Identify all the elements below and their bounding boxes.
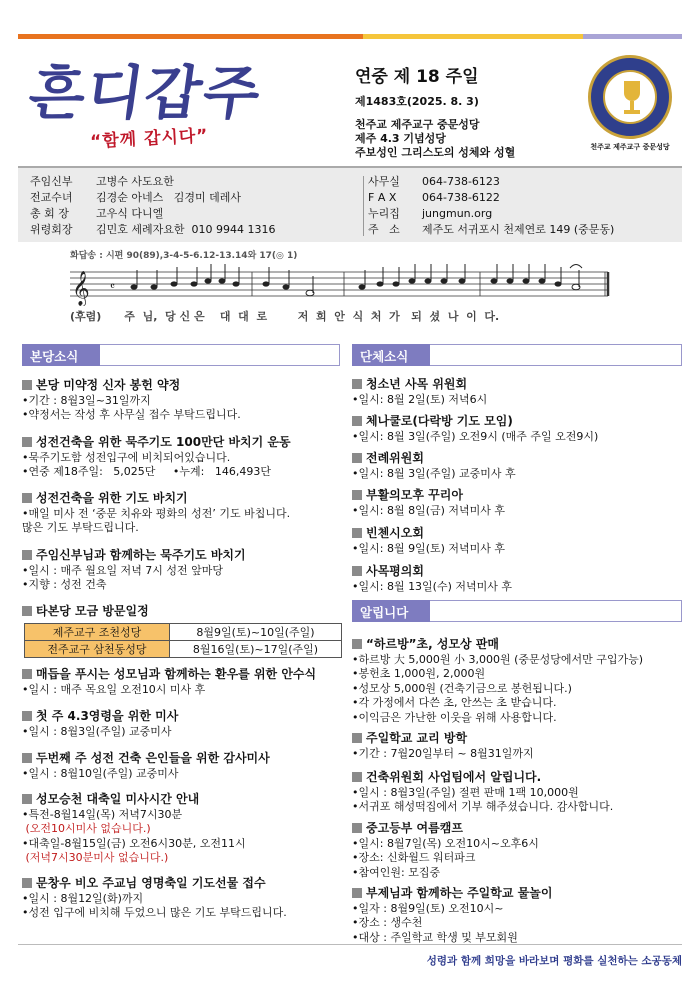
- svg-text:𝄞: 𝄞: [72, 271, 90, 306]
- group-item: 전례위원회 •일시: 8월 3일(주일) 교중미사 후: [352, 451, 516, 480]
- phone-value: 064-738-6123: [422, 175, 500, 188]
- table-row: 제주교구 조천성당 8월9일(토)~10일(주일): [25, 624, 342, 641]
- logo-subtitle: “함께 갑시다”: [89, 125, 209, 153]
- group-item: 부활의모후 꾸리아 •일시: 8월 8일(금) 저녁미사 후: [352, 488, 506, 517]
- staff-contact-box: [18, 166, 682, 242]
- staff-name: 고우식 다니엘: [96, 207, 164, 220]
- contact-label: F A X: [368, 191, 397, 204]
- seal-caption: 천주교 제주교구 중문성당: [590, 143, 670, 151]
- parish-line: 천주교 제주교구 중문성당: [355, 118, 480, 131]
- staff-name: 고병수 사도요한: [96, 175, 174, 188]
- section-parish-news: 본당소식: [22, 344, 100, 366]
- staff-name: 김경순 아네스 김경미 데레사: [96, 191, 241, 204]
- staff-row: 총 회 장: [30, 207, 69, 220]
- section-group-news: 단체소식: [352, 344, 430, 366]
- svg-text:𝄴: 𝄴: [110, 280, 115, 293]
- group-item: 청소년 사목 위원회 •일시: 8월 2일(토) 저녁6시: [352, 377, 488, 406]
- parish-line: 주보성인 그리스도의 성체와 성혈: [355, 146, 516, 159]
- news-item: 두번째 주 성전 건축 은인들을 위한 감사미사 •일시 : 8월10일(주일) 교중미사: [22, 751, 270, 780]
- contact-label: 누리집: [368, 207, 400, 220]
- psalm-caption: 화답송 : 시편 90(89),3-4-5-6.12-13.14와 17(◎ 1): [70, 251, 298, 261]
- news-item: 본당 미약정 신자 봉헌 약정 •기간 : 8월3일~31일까지 •약정서는 작성 후 사무실 접수 부탁드립니다.: [22, 378, 241, 421]
- notice-item: “하르방”초, 성모상 판매 •하르방 大 5,000원 小 3,000원 (중문성당에서만 구입가능) •봉헌초 1,000원, 2,000원 •성모상 5,000원 (건축기금으로 봉헌됩니다.) •각 가정에서 다쓴 초, 안쓰는 초 받습니다. •이익금은 가난한 이웃을 위해 사용합니다.: [352, 637, 644, 724]
- notice-item: 주일학교 교리 방학 •기간 : 7월20일부터 ~ 8월31일까지: [352, 731, 534, 760]
- news-item: 성전건축을 위한 기도 바치기 •매일 미사 전 ‘중문 치유와 평화의 성전’ 기도 바칩니다. 많은 기도 부탁드립니다.: [22, 491, 291, 534]
- group-item: 체나쿨로(다락방 기도 모임) •일시: 8월 3일(주일) 오전9시 (매주 주일 오전9시): [352, 414, 599, 443]
- footer-motto: 성령과 함께 희망을 바라보며 평화를 실천하는 소공동체: [426, 955, 682, 967]
- table-row: 전주교구 삼천동성당 8월16일(토)~17일(주일): [25, 641, 342, 658]
- staff-row: 주임신부: [30, 175, 73, 188]
- section-notices: 알립니다: [352, 600, 430, 622]
- parish-seal-icon: [588, 55, 672, 139]
- visit-schedule-table: [24, 623, 342, 658]
- bulletin-logo: [22, 46, 312, 153]
- group-item: 빈첸시오회 •일시: 8월 9일(토) 저녁미사 후: [352, 526, 506, 555]
- group-item: 사목평의회 •일시: 8월 13일(수) 저녁미사 후: [352, 564, 513, 593]
- contact-label: 주 소: [368, 223, 400, 236]
- news-item: 성전건축을 위한 묵주기도 100만단 바치기 운동 •묵주기도함 성전입구에 비치되어있습니다. •연중 제18주일: 5,025단 •누계: 146,493단: [22, 435, 291, 478]
- staff-row: 전교수녀: [30, 191, 73, 204]
- issue-info: [355, 62, 580, 160]
- sunday-title: 연중 제 18 주일: [355, 67, 479, 87]
- logo-title: 흔디갑주: [24, 59, 267, 127]
- notice-item: 건축위원회 사업팀에서 알립니다. •일시 : 8월3일(주일) 절편 판매 1팩 10,000원 •서귀포 해성떡집에서 기부 해주셨습니다. 감사합니다.: [352, 770, 614, 813]
- news-item: 첫 주 4.3영령을 위한 미사 •일시 : 8월3일(주일) 교중미사: [22, 709, 179, 738]
- news-item: 성모승천 대축일 미사시간 안내 •특전-8월14일(목) 저녁7시30분 (오전10시미사 없습니다.) •대축일-8월15일(금) 오전6시30분, 오전11시 (저녁7시30분미사 없습니다.): [22, 792, 246, 864]
- news-item: 타본당 모금 방문일정: [22, 604, 149, 620]
- website-link[interactable]: jungmun.org: [422, 207, 493, 220]
- fax-value: 064-738-6122: [422, 191, 500, 204]
- news-item: 문창우 비오 주교님 영명축일 기도선물 접수 •일시 : 8월12일(화)까지 •성전 입구에 비치해 두었으니 많은 기도 부탁드립니다.: [22, 876, 287, 919]
- psalm-score: [70, 248, 620, 328]
- top-color-bar: [18, 34, 682, 39]
- news-item: 주임신부님과 함께하는 묵주기도 바치기 •일시 : 매주 월요일 저녁 7시 성전 앞마당 •지향 : 성전 건축: [22, 548, 246, 591]
- notice-item: 중고등부 여름캠프 •일시: 8월7일(목) 오전10시~오후6시 •장소: 신화월드 워터파크 •참여인원: 모집중: [352, 821, 539, 879]
- issue-number: 제1483호(2025. 8. 3): [355, 95, 479, 108]
- address-value: 제주도 서귀포시 천제연로 149 (중문동): [422, 223, 615, 236]
- news-item: 매듭을 푸시는 성모님과 함께하는 환우를 위한 안수식 •일시 : 매주 목요일 오전10시 미사 후: [22, 667, 317, 696]
- psalm-lyrics: (후렴) 주 님, 당 신 은 대 대 로 저 희 안 식 처 가 되 셨 나 이 다.: [70, 310, 500, 323]
- notice-item: 부제님과 함께하는 주일학교 물놀이 •일자 : 8월9일(토) 오전10시~ •장소 : 생수천 •대상 : 주일학교 학생 및 부모회원: [352, 886, 553, 944]
- staff-name: 김민호 세례자요한 010 9944 1316: [96, 223, 276, 236]
- staff-row: 위령회장: [30, 223, 73, 236]
- music-staff-icon: [70, 262, 620, 306]
- parish-line: 제주 4.3 기념성당: [355, 132, 446, 145]
- contact-label: 사무실: [368, 175, 400, 188]
